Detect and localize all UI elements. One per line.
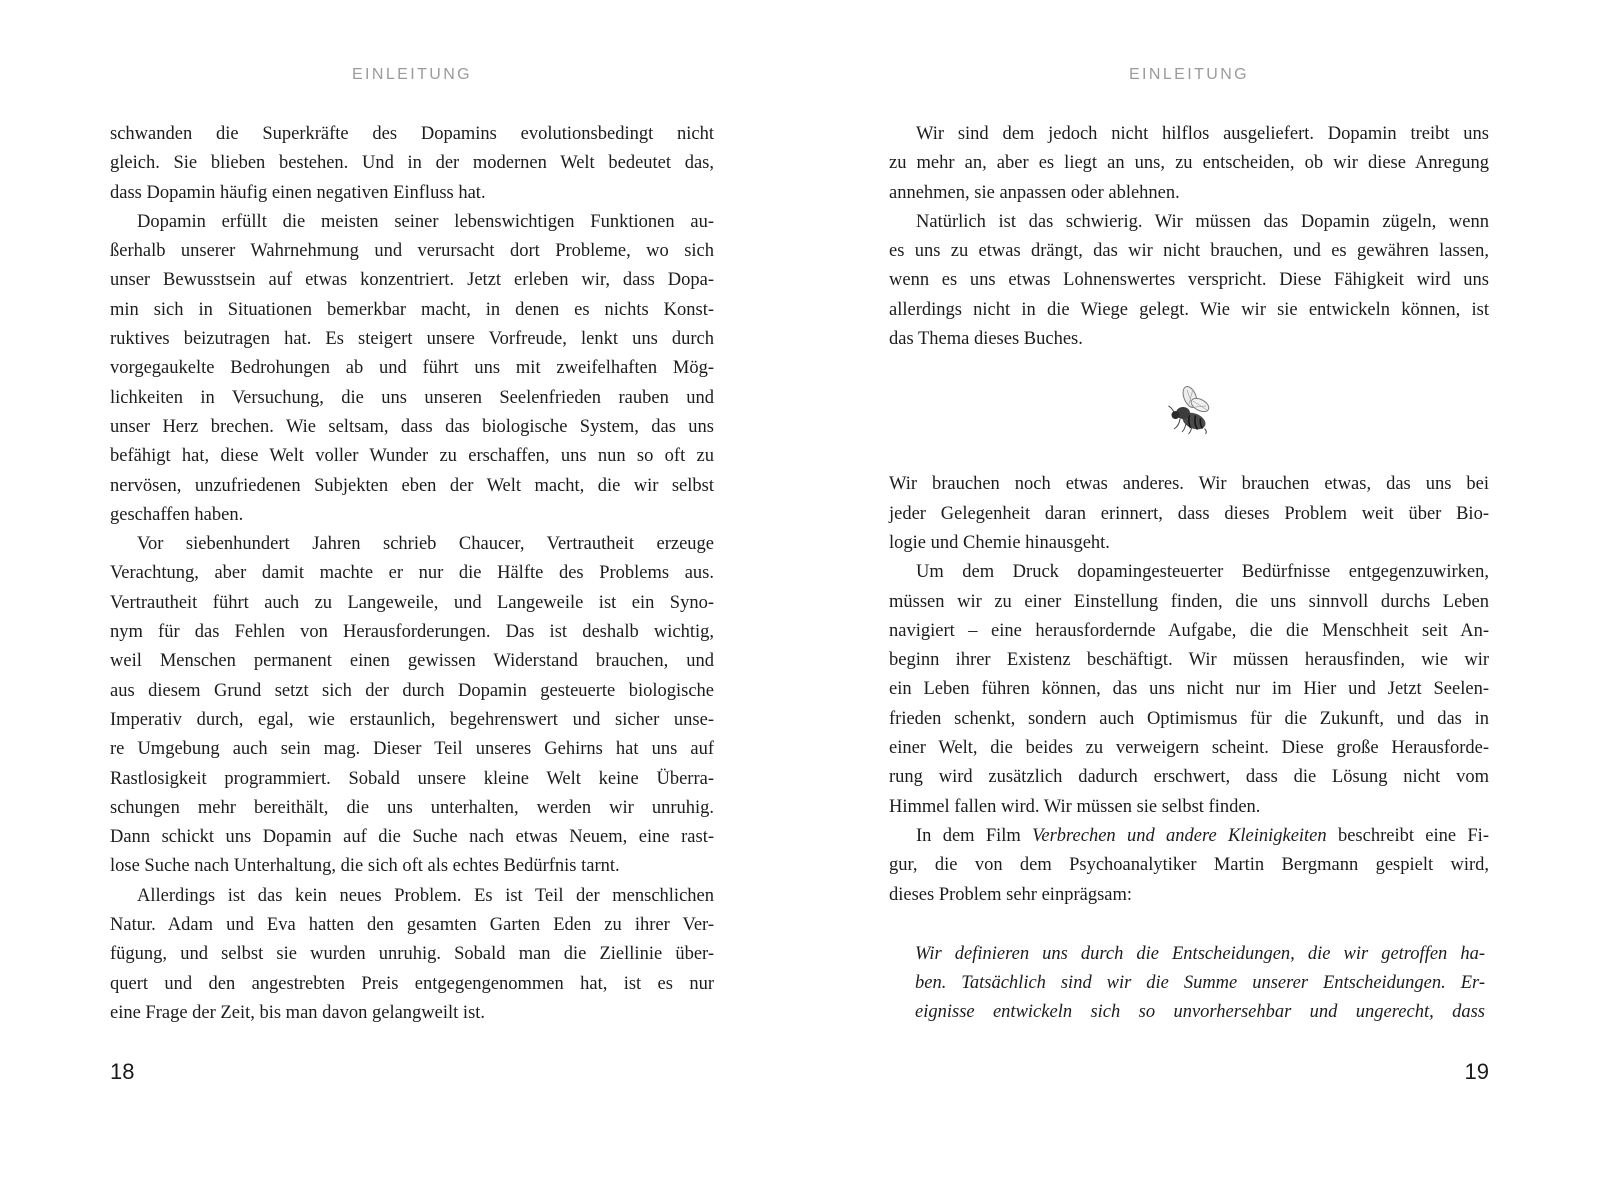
text-line: navigiert – eine herausfordernde Aufgabe, die die Menschheit seit An-	[889, 620, 1489, 641]
left-text-block	[110, 120, 714, 1028]
text-line: In dem Film Verbrechen und andere Kleinigkeiten beschreibt eine Fi-	[916, 825, 1489, 846]
paragraph	[889, 208, 1489, 354]
text-line: schwanden die Superkräfte des Dopamins evolutionsbedingt nicht	[110, 124, 714, 144]
text-line: ßerhalb unserer Wahrnehmung und verursacht dort Probleme, wo sich	[110, 241, 714, 262]
text-line: Wir brauchen noch etwas anderes. Wir brauchen etwas, das uns bei	[889, 474, 1489, 495]
left-page-number: 18	[110, 1059, 135, 1084]
text-line: unser Herz brechen. Wie seltsam, dass das biologische System, das uns	[110, 416, 714, 437]
quote-block	[915, 940, 1485, 1028]
text-line: Natur. Adam und Eva hatten den gesamten Garten Eden zu ihrer Ver-	[110, 915, 714, 936]
text-line: min sich in Situationen bemerkbar macht, in denen es nichts Konst-	[110, 299, 714, 320]
text-line: Allerdings ist das kein neues Problem. Es ist Teil der menschlichen	[137, 885, 714, 906]
right-running-header: EINLEITUNG	[1128, 66, 1249, 83]
text-line: müssen wir zu einer Einstellung finden, die uns sinnvoll durchs Leben	[889, 591, 1489, 612]
text-line: dass Dopamin häufig einen negativen Einfluss hat.	[110, 182, 486, 203]
text-line: eine Frage der Zeit, bis man davon gelangweilt ist.	[110, 1002, 486, 1023]
right-page	[889, 0, 1489, 1186]
text-line: Verachtung, aber damit machte er nur die Hälfte des Problems aus.	[110, 563, 714, 584]
text-line: Imperativ durch, egal, wie erstaunlich, begehrenswert und sicher unse-	[110, 709, 714, 730]
text-line: quert und den angestrebten Preis entgegengenommen hat, ist es nur	[110, 973, 714, 994]
text-line: ein Leben führen können, das uns nicht nur im Hier und Jetzt Seelen-	[889, 679, 1489, 700]
left-running-header: EINLEITUNG	[351, 66, 472, 83]
text-line: Vertrautheit führt auch zu Langeweile, und Langeweile ist ein Syno-	[110, 592, 714, 613]
text-line: es uns zu etwas drängt, das wir nicht brauchen, und es gewähren lassen,	[889, 241, 1489, 262]
text-line: lose Suche nach Unterhaltung, die sich oft als echtes Bedürfnis tarnt.	[110, 856, 620, 877]
text-line: Rastlosigkeit programmiert. Sobald unsere kleine Welt keine Überra-	[110, 768, 714, 789]
paragraph	[889, 822, 1489, 910]
text-line: weil Menschen permanent einen gewissen Widerstand brauchen, und	[110, 651, 714, 672]
text-line: zu mehr an, aber es liegt an uns, zu entscheiden, ob wir diese Anregung	[889, 153, 1489, 174]
text-line: ben. Tatsächlich sind wir die Summe unserer Entscheidungen. Er-	[915, 973, 1485, 994]
left-page	[110, 0, 714, 1186]
right-page-number: 19	[1464, 1059, 1489, 1084]
paragraph	[110, 120, 714, 208]
paragraph	[889, 558, 1489, 822]
text-line: befähigt hat, diese Welt voller Wunder zu erschaffen, uns nun so oft zu	[110, 446, 714, 467]
text-line: wenn es uns etwas Lohnenswertes verspricht. Diese Fähigkeit wird uns	[889, 270, 1489, 291]
text-line: allerdings nicht in die Wiege gelegt. Wie wir sie entwickeln können, ist	[889, 299, 1489, 320]
text-line: einer Welt, die beides zu verweigern scheint. Diese große Herausforde-	[889, 738, 1489, 759]
paragraph	[110, 882, 714, 1028]
text-line: aus diesem Grund setzt sich der durch Dopamin gesteuerte biologische	[110, 680, 714, 701]
text-line: Wir sind dem jedoch nicht hilflos ausgeliefert. Dopamin treibt uns	[916, 124, 1489, 144]
text-line: logie und Chemie hinausgeht.	[889, 532, 1110, 553]
text-line: beginn ihrer Existenz beschäftigt. Wir müssen herausfinden, wie wir	[889, 650, 1489, 671]
text-line: rung wird zusätzlich dadurch erschwert, dass die Lösung nicht vom	[889, 767, 1489, 788]
text-line: gleich. Sie blieben bestehen. Und in der modernen Welt bedeutet das,	[110, 153, 714, 174]
text-line: jeder Gelegenheit daran erinnert, dass dieses Problem weit über Bio-	[889, 503, 1489, 524]
text-line: schungen mehr bereithält, die uns unterhalten, werden wir unruhig.	[110, 797, 714, 818]
text-line: re Umgebung auch sein mag. Dieser Teil unseres Gehirns hat uns auf	[110, 739, 714, 760]
text-line: eignisse entwickeln sich so unvorhersehbar und ungerecht, dass	[915, 1002, 1485, 1023]
right-text-block	[889, 120, 1489, 1028]
paragraph	[889, 470, 1489, 558]
text-line: das Thema dieses Buches.	[889, 329, 1083, 350]
text-line: vorgegaukelte Bedrohungen ab und führt uns mit zweifelhaften Mög-	[110, 358, 714, 379]
text-line: gur, die von dem Psychoanalytiker Martin Bergmann gespielt wird,	[889, 855, 1489, 876]
text-line: Wir definieren uns durch die Entscheidungen, die wir getroffen ha-	[915, 943, 1485, 964]
paragraph	[889, 120, 1489, 208]
text-line: Natürlich ist das schwierig. Wir müssen das Dopamin zügeln, wenn	[916, 211, 1489, 232]
paragraph	[110, 208, 714, 530]
text-line: ruktives beizutragen hat. Es steigert unsere Vorfreude, lenkt uns durch	[110, 329, 714, 350]
text-line: lichkeiten in Versuchung, die uns unseren Seelenfrieden rauben und	[110, 387, 714, 408]
text-line: Himmel fallen wird. Wir müssen sie selbst finden.	[889, 796, 1261, 817]
text-line: frieden schenkt, sondern auch Optimismus für die Zukunft, und das in	[889, 708, 1489, 729]
italic-title: Verbrechen und andere Kleinigkeiten	[1032, 825, 1327, 846]
text-line: nym für das Fehlen von Herausforderungen. Das ist deshalb wichtig,	[110, 622, 714, 643]
text-line: nervösen, unzufriedenen Subjekten eben der Welt macht, die wir selbst	[110, 475, 714, 496]
bee-ornament-icon	[889, 354, 1489, 470]
text-line: dieses Problem sehr einprägsam:	[889, 884, 1133, 905]
text-line: annehmen, sie anpassen oder ablehnen.	[889, 182, 1180, 203]
text-line: Dopamin erfüllt die meisten seiner lebenswichtigen Funktionen au-	[137, 211, 714, 232]
text-line: Dann schickt uns Dopamin auf die Suche nach etwas Neuem, eine rast-	[110, 827, 714, 848]
text-line: Um dem Druck dopamingesteuerter Bedürfnisse entgegenzuwirken,	[916, 562, 1489, 583]
text-line: fügung, und selbst sie wurden unruhig. Sobald man die Ziellinie über-	[110, 944, 714, 965]
text-line: geschaffen haben.	[110, 504, 244, 525]
text-line: Vor siebenhundert Jahren schrieb Chaucer, Vertrautheit erzeuge	[137, 534, 714, 555]
text-line: unser Bewusstsein auf etwas konzentriert. Jetzt erleben wir, dass Dopa-	[110, 270, 714, 291]
paragraph	[110, 530, 714, 882]
